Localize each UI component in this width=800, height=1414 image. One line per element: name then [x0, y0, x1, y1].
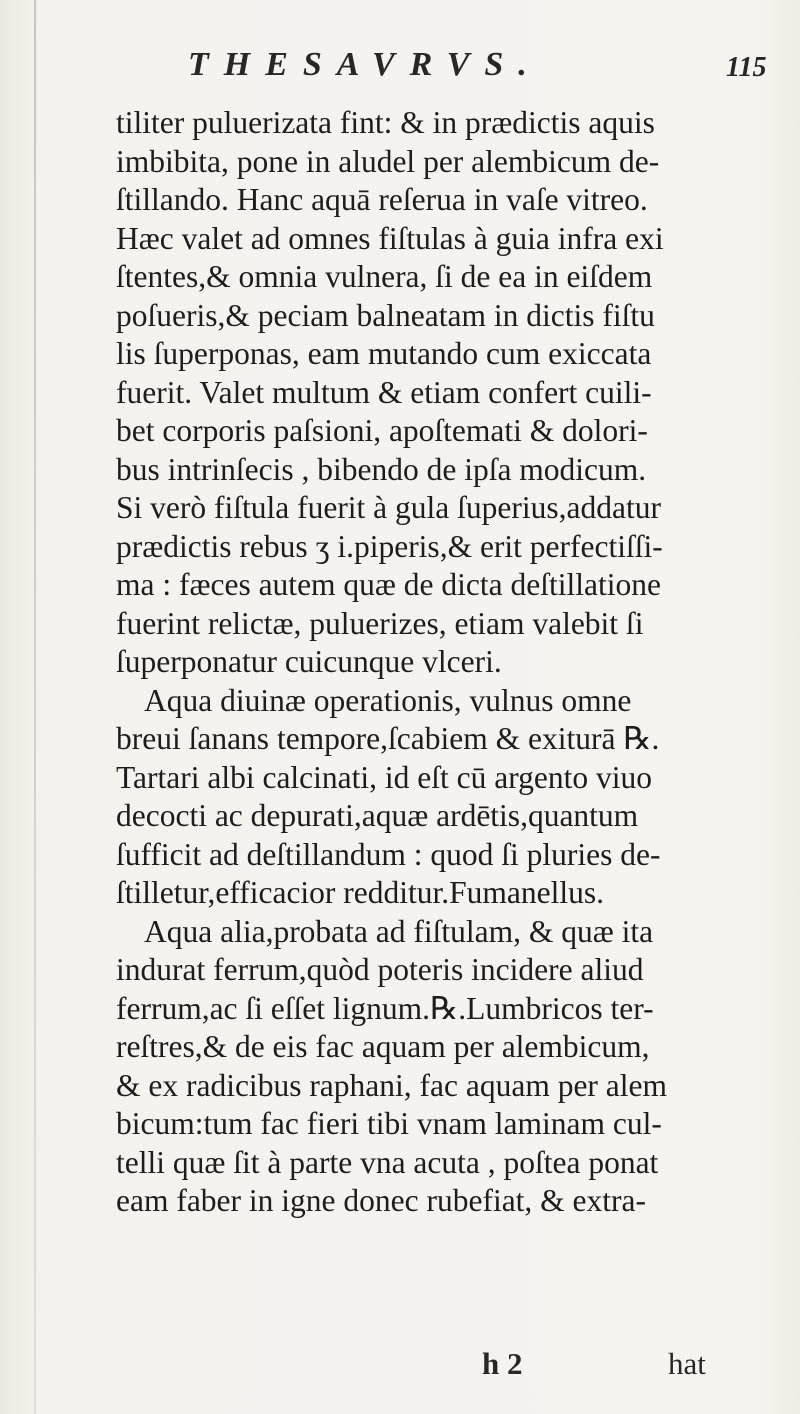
text-line: telli quæ ſit à parte vna acuta , poſtea ponat [116, 1144, 659, 1180]
text-line: breui ſanans tempore,ſcabiem & exiturā ℞. [116, 721, 660, 756]
gutter-shadow [34, 0, 36, 1414]
text-line: ſtentes,& omnia vulnera, ſi de ea in eiſdem [116, 259, 653, 294]
text-line: reſtres,& de eis fac aquam per alembicum, [116, 1029, 650, 1064]
text-line: ſuperponatur cuicunque vlceri. [116, 644, 502, 679]
text-line: Hæc valet ad omnes fiſtulas à guia infra exi [116, 220, 664, 256]
page-header [0, 44, 800, 94]
text-line: Aqua diuinæ operationis, vulnus omne [144, 682, 632, 718]
text-line: indurat ferrum,quòd poteris incidere aliud [116, 952, 644, 987]
text-line: lis ſuperponas, eam mutando cum exiccata [116, 336, 652, 371]
running-head: THESAVRVS. [188, 46, 542, 83]
footer-line [0, 1346, 800, 1386]
text-line: Si verò fiſtula fuerit à gula ſuperius,addatur [116, 490, 661, 525]
text-line: Tartari albi calcinati, id eſt cū argento viuo [116, 759, 653, 795]
text-line: bicum:tum fac fieri tibi vnam laminam cul- [116, 1106, 662, 1141]
text-line: & ex radicibus raphani, fac aquam per alem [116, 1067, 668, 1103]
text-line: fuerit. Valet multum & etiam confert cuili- [116, 374, 652, 410]
catchword: hat [668, 1346, 706, 1381]
text-line: poſueris,& peciam balneatam in dictis fiſtu [116, 297, 655, 333]
text-line: ma : fæces autem quæ de dicta deſtillatione [116, 567, 661, 602]
text-line: Aqua alia,probata ad fiſtulam, & quæ ita [144, 913, 654, 949]
text-line: ſtillando. Hanc aquā reſerua in vaſe vitreo. [116, 182, 648, 217]
text-line: prædictis rebus ʒ i.piperis,& erit perfectiſſi- [116, 528, 663, 564]
text-line: bus intrinſecis , bibendo de ipſa modicum. [116, 451, 647, 487]
text-line: fuerint relictæ, puluerizes, etiam valebit ſi [116, 605, 644, 641]
page-number: 115 [726, 52, 767, 83]
text-line: imbibita, pone in aludel per alembicum de- [116, 143, 660, 179]
text-line: ferrum,ac ſi eſſet lignum.℞.Lumbricos ter- [116, 990, 654, 1026]
text-line: decocti ac depurati,aquæ ardētis,quantum [116, 798, 639, 833]
text-line: tiliter puluerizata fint: & in prædictis aquis [116, 105, 655, 140]
signature-mark: h 2 [482, 1346, 523, 1381]
text-line: ſtilletur,efficacior redditur.Fumanellus. [116, 875, 605, 910]
text-line: ſufficit ad deſtillandum : quod ſi pluries de- [116, 836, 661, 872]
text-line: bet corporis paſsioni, apoſtemati & dolori- [116, 413, 648, 448]
text-line: eam faber in igne donec rubefiat, & extra- [116, 1183, 646, 1218]
body-text [116, 104, 786, 1221]
